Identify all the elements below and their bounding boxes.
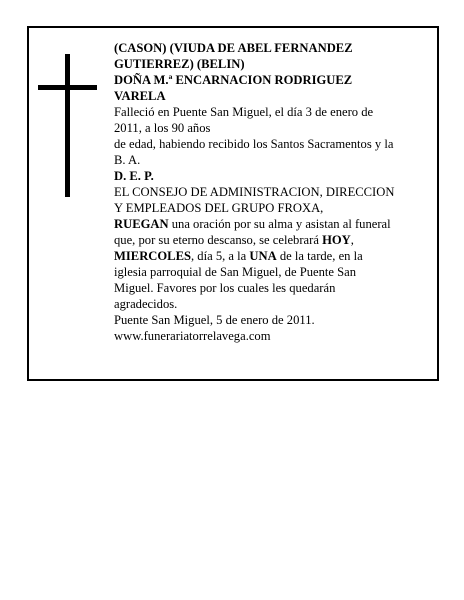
hoy-word: HOY	[322, 233, 351, 247]
deceased-name: VARELA	[114, 89, 166, 103]
prayer-text: que, por su eterno descanso, se celebrará	[114, 233, 323, 247]
prayer-line	[114, 232, 420, 248]
death-details: de edad, habiendo recibido los Santos Sacramentos y la	[114, 137, 394, 151]
death-details: Falleció en Puente San Miguel, el día 3 de enero de	[114, 105, 374, 119]
prayer-line: agradecidos.	[114, 297, 178, 311]
prayer-text: una oración por su alma y asistan al funeral	[168, 217, 391, 231]
prayer-text: ,	[350, 233, 354, 247]
deceased-name: DOÑA M.ª ENCARNACION RODRIGUEZ	[114, 73, 353, 87]
website-text: www.funerariatorrelavega.com	[114, 329, 271, 343]
cross-horizontal-bar	[38, 85, 97, 90]
rip-line: D. E. P.	[114, 169, 154, 183]
header-line: GUTIERREZ) (BELIN)	[114, 57, 245, 71]
cross-vertical-bar	[65, 54, 70, 197]
prayer-text: de la tarde, en la	[276, 249, 363, 263]
date-line: Puente San Miguel, 5 de enero de 2011.	[114, 313, 315, 327]
cross-icon	[38, 54, 97, 197]
header-line: (CASON) (VIUDA DE ABEL FERNANDEZ	[114, 41, 353, 55]
prayer-line: Miguel. Favores por los cuales les quedarán	[114, 281, 336, 295]
obituary-text	[114, 40, 420, 344]
death-details: B. A.	[114, 153, 141, 167]
prayer-line	[114, 216, 420, 232]
miercoles-word: MIERCOLES	[114, 249, 191, 263]
prayer-text: , día 5, a la	[190, 249, 250, 263]
prayer-line: iglesia parroquial de San Miguel, de Puente San	[114, 265, 357, 279]
council-line: Y EMPLEADOS DEL GRUPO FROXA,	[114, 201, 324, 215]
prayer-line	[114, 248, 420, 264]
una-word: UNA	[249, 249, 277, 263]
ruegan-word: RUEGAN	[114, 217, 169, 231]
council-line: EL CONSEJO DE ADMINISTRACION, DIRECCION	[114, 185, 395, 199]
death-details: 2011, a los 90 años	[114, 121, 211, 135]
